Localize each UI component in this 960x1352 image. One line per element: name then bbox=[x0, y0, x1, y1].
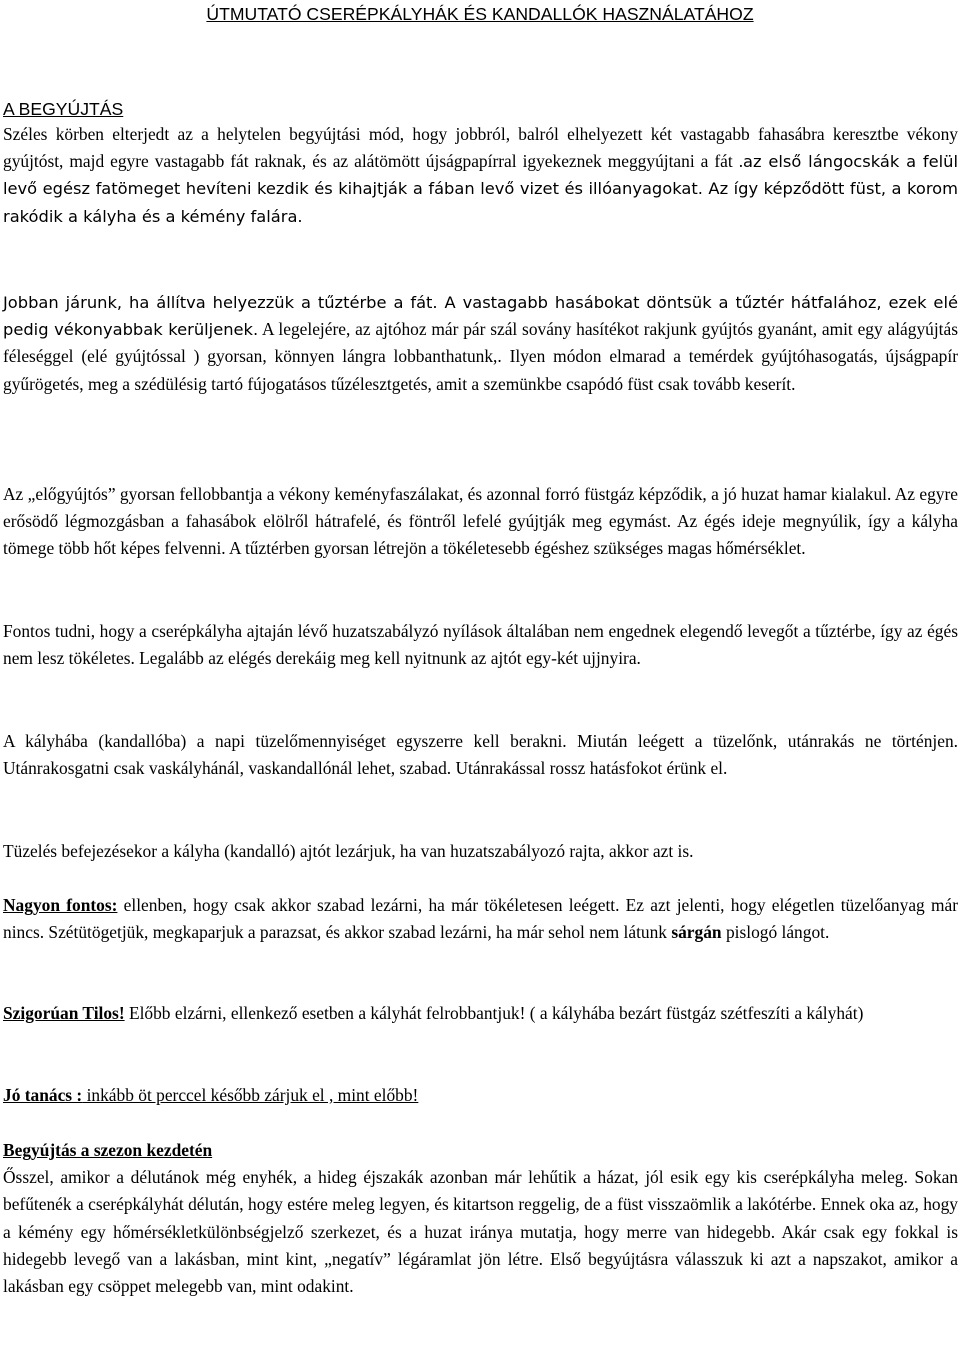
paragraph-5 bbox=[3, 728, 958, 782]
paragraph-3-body: Az „előgyújtós” gyorsan fellobbantja a vékony keményfaszálakat, és azonnal forró füstgáz képződik, a jó huzat hamar kialakul. Az egyre erősödő légmozgásban a fahasábok elölről hátrafelé, és föntről lefelé gyújtják meg egymást. Az égés ideje megnyúlik, így a kályha tömege több hőt képes felvenni. A tűztérben gyorsan létrejön a tökéletesebb égéshez szükséges magas hőmérséklet. bbox=[3, 484, 958, 559]
paragraph-4 bbox=[3, 618, 958, 672]
sargan-emphasis: sárgán bbox=[671, 922, 722, 943]
paragraph-2 bbox=[3, 289, 958, 398]
section-2-body: Ősszel, amikor a délutánok még enyhék, a hideg éjszakák azonban már lehűtik a házat, jól esik egy kis cserépkályha meleg. Sokan befűtenék a cserépkályhát délután, hogy estére meleg legyen, és kitartson reggelig, de a füst visszaömlik a lakótérbe. Ennek oka az, hogy a kémény egy hőmérsékletkülönbségjelző szerkezet, és a huzat iránya mutatja, hogy merre van hidegebb. Akár csak egy fokkal is hidegebb levegő van a lakásban, mint kint, „negatív” légáramlat jön létre. Első begyújtásra válasszuk ki azt a napszakot, amikor a lakásban egy csöppet melegebb van, mint odakint. bbox=[3, 1167, 958, 1297]
paragraph-szigoruan-tilos bbox=[3, 1000, 958, 1027]
section-heading-2: Begyújtás a szezon kezdetén bbox=[3, 1140, 213, 1160]
paragraph-7-body bbox=[3, 892, 958, 946]
paragraph-8-body bbox=[3, 1000, 958, 1027]
szigoruan-tilos-label: Szigorúan Tilos! bbox=[3, 1003, 125, 1023]
jo-tanacs-label: Jó tanács : bbox=[3, 1085, 83, 1105]
paragraph-2-serif: A legelejére, az ajtóhoz már pár szál sovány hasítékot rakjunk gyújtós gyanánt, amit egy alágyújtás féleséggel (elé gyújtóssal ) gyorsan, könnyen lángra lobbanthatunk,. Ilyen módon elmarad a temérdek gyújtóhasogatás, újságpapír gyűrögetés, meg a szédülésig tartó fújogatásos tűzélesztgetés, amit a szemünkbe csapódó füst csak tovább keserít. bbox=[3, 319, 958, 394]
jo-tanacs-text: inkább öt perccel később zárjuk el , mint előbb! bbox=[82, 1085, 419, 1105]
paragraph-6 bbox=[3, 838, 958, 865]
paragraph-4-body: Fontos tudni, hogy a cserépkályha ajtaján lévő huzatszabályzó nyílások általában nem engednek elegendő levegőt a tűztérbe, így az égés nem lesz tökéletes. Legalább az elégés derekáig meg kell nyitnunk az ajtót egy-két ujjnyira. bbox=[3, 621, 958, 669]
paragraph-intro bbox=[3, 121, 958, 230]
nagyon-fontos-text-a: ellenben, hogy csak akkor szabad lezárni, ha már tökéletesen leégett. Ez azt jelenti, hogy elégetlen tüzelőanyag már nincs. Szétütögetjük, megkaparjuk a parazsat, és akkor szabad lezárni, ha már sehol nem látunk bbox=[3, 895, 958, 943]
section-2-heading bbox=[3, 1137, 958, 1164]
paragraph-6-body: Tüzelés befejezésekor a kályha (kandalló) ajtót lezárjuk, ha van huzatszabályozó rajta, akkor azt is. bbox=[3, 841, 694, 861]
paragraph-2-sans: Jobban járunk, ha állítva helyezzük a tűztérbe a fát. A vastagabb hasábokat döntsük a tűztér hátfalához, ezek elé pedig vékonyabbak kerüljenek. bbox=[3, 293, 958, 340]
paragraph-9-body bbox=[3, 1082, 958, 1109]
section-begyujtas bbox=[3, 96, 958, 230]
paragraph-5-body: A kályhába (kandallóba) a napi tüzelőmennyiséget egyszerre kell berakni. Miután leégett a tüzelőnk, utánrakás ne történjen. Utánrakosgatni csak vaskályhánál, vaskandallónál lehet, szabad. Utánrakással rossz hatásfokot érünk el. bbox=[3, 731, 958, 779]
section-szezon-kezdet bbox=[3, 1137, 958, 1300]
szigoruan-tilos-text: Előbb elzárni, ellenkező esetben a kályhát felrobbantjuk! ( a kályhába bezárt füstgáz szétfeszíti a kályhát) bbox=[124, 1003, 864, 1023]
section-heading: A BEGYÚJTÁS bbox=[3, 99, 124, 119]
paragraph-3 bbox=[3, 481, 958, 563]
paragraph-nagyon-fontos bbox=[3, 892, 958, 946]
nagyon-fontos-label: Nagyon fontos: bbox=[3, 895, 118, 915]
paragraph-jo-tanacs bbox=[3, 1082, 958, 1109]
page-title: ÚTMUTATÓ CSERÉPKÁLYHÁK ÉS KANDALLÓK HASZNÁLATÁHOZ bbox=[206, 4, 754, 24]
nagyon-fontos-text-b: pislogó lángot. bbox=[721, 922, 830, 943]
paragraph-intro-serif: Széles körben elterjedt az a helytelen begyújtási mód, hogy jobbról, balról elhelyezett két vastagabb fahasábra keresztbe vékony gyújtóst, majd egyre vastagabb fát raknak, és az alátömött újságpapírral igyekeznek meggyújtani a fát . bbox=[3, 124, 958, 172]
paragraph-intro-sans: az első lángocskák a felül levő egész fatömeget hevíteni kezdik és kihajtják a fában levő vizet és illóanyagokat. Az így képződött füst, a korom rakódik a kályha és a kémény falára. bbox=[3, 152, 958, 226]
paragraph-2-body bbox=[3, 289, 958, 398]
